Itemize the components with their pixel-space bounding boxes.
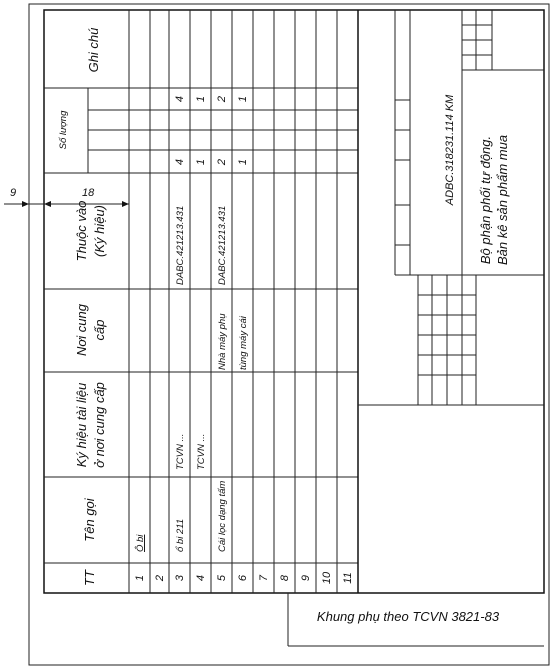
sl-a-6: 1	[237, 158, 249, 166]
sl-a-5: 2	[216, 158, 228, 166]
dimension-marks	[4, 201, 129, 207]
header-noi-cung-cap-1: Nơi cung	[74, 304, 89, 356]
header-ghi-chu: Ghi chú	[86, 27, 101, 73]
ky-hieu-4: TCVN ...	[196, 433, 207, 470]
sl-b-3: 4	[174, 95, 186, 103]
tt-2: 2	[154, 574, 166, 582]
ten-goi-3: ổ bi 211	[175, 518, 186, 552]
tt-7: 7	[258, 574, 270, 582]
tt-1: 1	[134, 574, 146, 582]
sl-b-5: 2	[216, 95, 228, 103]
dimension-9: 9	[10, 187, 17, 199]
sl-b-4: 1	[195, 95, 207, 103]
tt-4: 4	[195, 574, 207, 582]
header-ten-goi: Tên gọi	[82, 498, 97, 542]
sl-a-4: 1	[195, 158, 207, 166]
tt-8: 8	[279, 574, 291, 582]
ten-goi-5: Cái lọc dạng tấm	[217, 480, 228, 552]
title-name-line2: Bản kê sản phẩm mua	[495, 134, 510, 266]
tt-cells	[134, 571, 354, 584]
title-code: ADBC.318231.114 KM	[444, 94, 456, 206]
thuoc-vao-3: DABC.421213.431	[175, 205, 186, 285]
ten-goi-1: Ô bi	[135, 534, 146, 552]
tt-3: 3	[174, 574, 186, 582]
tt-9: 9	[300, 574, 312, 582]
header-so-luong: Số lượng	[58, 110, 69, 150]
tt-11: 11	[342, 572, 354, 584]
header-tt: TT	[82, 570, 97, 586]
inner-frame	[44, 10, 544, 593]
header-noi-cung-cap-2: cấp	[92, 319, 107, 341]
dimension-18: 18	[82, 187, 95, 199]
tt-10: 10	[321, 571, 333, 585]
footer-text: Khung phụ theo TCVN 3821-83	[316, 609, 500, 624]
ky-hieu-3: TCVN ...	[175, 433, 186, 470]
header-thuoc-vao-2: (Ký hiệu)	[92, 204, 107, 258]
header-thuoc-vao-1: Thuộc vào	[74, 200, 89, 262]
thuoc-vao-5: DABC.421213.431	[217, 205, 228, 285]
tt-5: 5	[216, 574, 228, 582]
title-name-line1: Bộ phận phối tự động.	[478, 135, 493, 265]
header-ky-hieu-2: ở nơi cung cấp	[92, 382, 107, 468]
noi-cung-cap-5: Nhà máy phụ	[217, 313, 228, 370]
header-ky-hieu-1: Ký hiệu tài liệu	[74, 382, 89, 468]
noi-cung-cap-6: tùng máy cái	[238, 316, 249, 370]
sl-a-3: 4	[174, 158, 186, 166]
tt-6: 6	[237, 574, 249, 582]
sl-b-6: 1	[237, 95, 249, 103]
